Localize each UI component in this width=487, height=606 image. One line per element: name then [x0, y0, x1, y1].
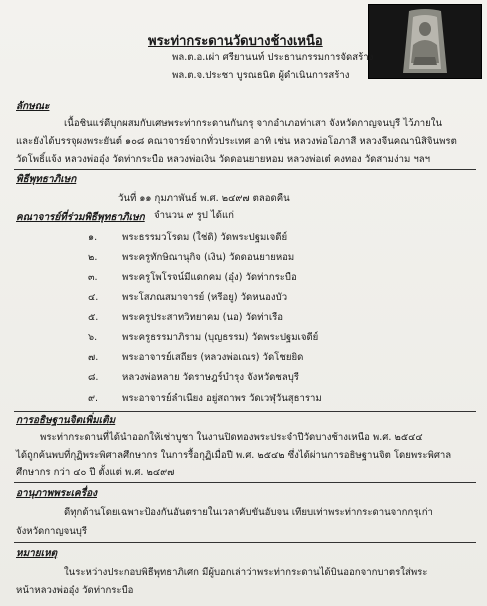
list-item: พระอาจารย์เสถียร (หลวงพ่อเณร) วัดโชยยิด — [122, 352, 304, 363]
amulet-photo — [368, 4, 482, 79]
paragraph-line: และยังได้บรรจุผงพระยันต์ ๑๐๘ คณาจารย์จากทั่วประเทศ อาทิ เช่น หลวงพ่อโอภาสี หลวงจีนคณานิสิจินพรต — [16, 136, 457, 147]
list-number: ๙. — [88, 393, 99, 404]
section-divider — [14, 169, 476, 170]
amulet-image-icon — [369, 5, 481, 78]
paragraph-line: ศึกษากร กว่า ๔๐ ปี ตั้งแต่ พ.ศ. ๒๔๙๗ — [16, 467, 175, 478]
list-number: ๒. — [88, 252, 98, 263]
ceremony-date: วันที่ ๑๑ กุมภาพันธ์ พ.ศ. ๒๔๙๗ ตลอดคืน — [118, 193, 290, 204]
list-number: ๑. — [88, 232, 98, 243]
list-number: ๗. — [88, 352, 99, 363]
paragraph-line: จังหวัดกาญจนบุรี — [16, 526, 88, 537]
paragraph-line: เนื้อชินแร่ดีบุกผสมกับเศษพระท่ากระดานกันกรุ จากอำเภอท่าเสา จังหวัดกาญจนบุรี ไว้ภายใน — [64, 118, 443, 129]
section-heading-ceremony: พิธีพุทธาภิเษก — [16, 174, 77, 185]
credit-line: พล.ต.อ.เผ่า ศรียานนท์ ประธานกรรมการจัดสร้าง — [172, 52, 374, 63]
list-item: พระครูทักษิณานุกิจ (เงิน) วัดดอนยายหอม — [122, 252, 295, 263]
paragraph-line: พระท่ากระดานที่ได้นำออกให้เช่าบูชา ในงานปิดทองพระประจำปีวัดบางช้างเหนือ พ.ศ. ๒๕๔๔ — [40, 432, 423, 443]
list-number: ๔. — [88, 292, 99, 303]
section-divider — [14, 482, 476, 483]
section-heading-power: อานุภาพพระเครื่อง — [16, 488, 97, 499]
paragraph-line: หน้าหลวงพ่ออุ๋ง วัดท่ากระบือ — [16, 585, 134, 596]
paragraph-line: วัดโพธิ์แจ้ง หลวงพ่ออุ๋ง วัดท่ากระบือ หลวงพ่อเงิน วัดดอนยายหอม หลวงพ่อเต๋ คงทอง วัดสามง่าม ฯลฯ — [16, 154, 431, 165]
list-number: ๖. — [88, 332, 98, 343]
section-heading-features: ลักษณะ — [16, 101, 50, 112]
paragraph-line: ดีทุกด้านโดยเฉพาะป้องกันอันตรายในเวลาคับขันอับจน เทียบเท่าพระท่ากระดานจากกรุเก่า — [64, 507, 433, 518]
paragraph-line: ในระหว่างประกอบพิธีพุทธาภิเศก มีผู้บอกเล่าว่าพระท่ากระดานได้บินออกจากบาตรใส่พระ — [64, 567, 428, 578]
ceremony-subheading: คณาจารย์ที่ร่วมพิธีพุทธาภิเษก — [16, 212, 145, 223]
list-number: ๘. — [88, 372, 99, 383]
list-item: พระครูธรรมาภิราม (บุญธรรม) วัดพระปฐมเจดีย์ — [122, 332, 319, 343]
section-divider — [14, 542, 476, 543]
monk-count: จำนวน ๙ รูป ได้แก่ — [154, 210, 234, 221]
page-title: พระท่ากระดานวัดบางช้างเหนือ — [148, 34, 323, 49]
list-item: พระโสภณสมาจารย์ (หรีอยู) วัดหนองบัว — [122, 292, 288, 303]
credit-line: พล.ต.จ.ประชา บูรณธนิต ผู้ดำเนินการสร้าง — [172, 70, 350, 81]
list-item: พระอาจารย์ลำเนียง อยู่สถาพร วัดเวฬุวันสุธาราม — [122, 393, 322, 404]
section-heading-note: หมายเหตุ — [16, 548, 58, 559]
list-number: ๕. — [88, 312, 99, 323]
list-item: พระครูโพโรจน์มีแดกคม (อุ๋ง) วัดท่ากระบือ — [122, 272, 297, 283]
paragraph-line: ได้ถูกค้นพบที่กุฏิพระพิศาลศึกษากร ในการรื้อกุฏิเมื่อปี พ.ศ. ๒๕๔๒ ซึ่งได้ผ่านการอธิษฐานจิต โดยพระพิศาล — [16, 450, 452, 461]
section-heading-consecration: การอธิษฐานจิตเพิ่มเติม — [16, 415, 116, 426]
list-item: พระธรรมวโรดม (ใช่ดิ) วัดพระปฐมเจดีย์ — [122, 232, 288, 243]
list-item: พระครูประสาทวิทยาคม (นอ) วัดท่าเรือ — [122, 312, 284, 323]
list-item: หลวงพ่อหลาย วัดราษฎร์บำรุง จังหวัดชลบุรี — [122, 372, 299, 383]
section-divider — [14, 411, 476, 412]
list-number: ๓. — [88, 272, 98, 283]
